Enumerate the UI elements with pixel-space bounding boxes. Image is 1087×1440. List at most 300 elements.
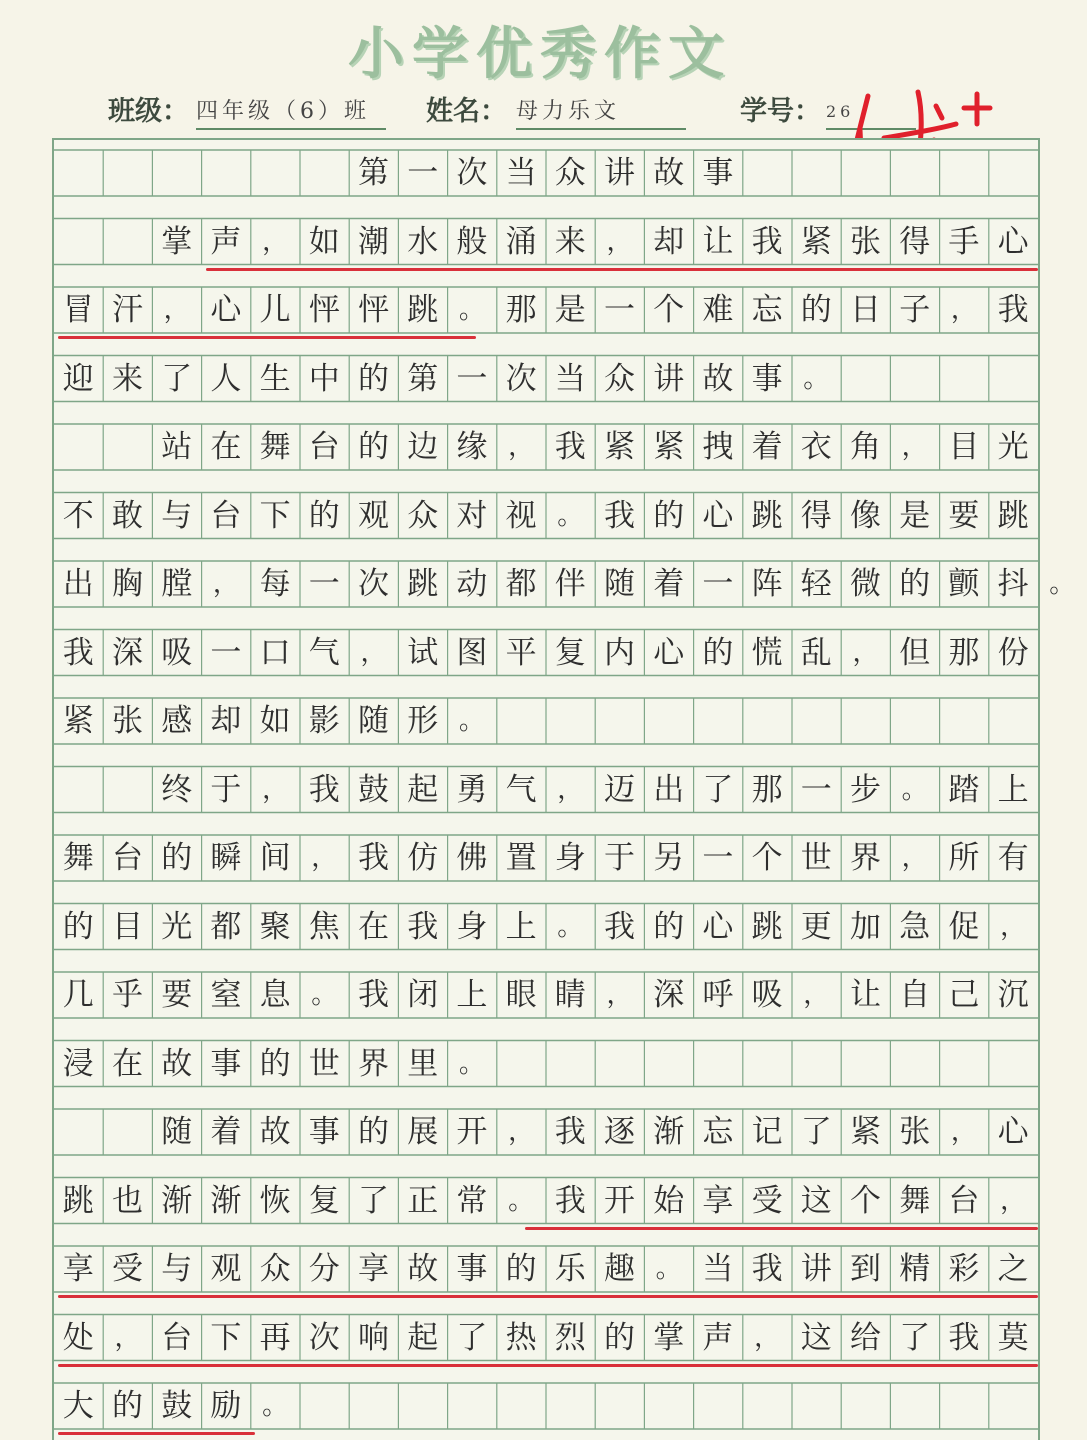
grid-char: 受 <box>111 1251 143 1287</box>
grid-char: 分 <box>308 1251 340 1287</box>
grid-char: 当 <box>505 155 537 191</box>
grid-char: 微 <box>849 566 881 602</box>
grid-char: 阵 <box>751 566 783 602</box>
grid-char: 涌 <box>505 223 537 260</box>
grid-char: 那 <box>505 292 537 328</box>
grid-char: 故 <box>161 1045 193 1082</box>
writing-sheet <box>52 138 1076 1440</box>
grid-char: 讲 <box>653 360 685 397</box>
essay-line <box>54 1315 1038 1361</box>
grid-char: 一 <box>702 566 734 602</box>
grid-char: 故 <box>653 155 685 191</box>
grid-char: 每 <box>259 566 291 602</box>
grid-char: ， <box>606 226 633 257</box>
grid-char: 。 <box>557 500 584 531</box>
grid-char: 观 <box>210 1251 242 1287</box>
grade-mark-text: 优+ <box>838 63 868 82</box>
grid-char: 一 <box>308 566 340 602</box>
essay-line <box>54 356 1038 402</box>
grid-char: ， <box>950 295 977 325</box>
essay-line <box>54 219 1038 265</box>
grid-char: 来 <box>111 360 143 397</box>
grid-char: 敢 <box>111 497 143 534</box>
grid-char: 鼓 <box>161 1388 193 1424</box>
grid-char: 里 <box>407 1045 439 1082</box>
essay-line <box>54 1246 1038 1292</box>
grid-char: 的 <box>899 566 931 602</box>
grid-char: 第 <box>357 155 389 191</box>
grid-char: 上 <box>505 908 537 945</box>
grid-char: 到 <box>849 1251 881 1287</box>
grid-char: 都 <box>210 908 242 945</box>
grid-char: 始 <box>653 1182 685 1219</box>
grid-char: 身 <box>554 840 586 876</box>
grid-char: 。 <box>901 774 928 805</box>
grid-char: 像 <box>849 497 881 534</box>
grid-char: 视 <box>505 497 537 534</box>
red-underline <box>58 1432 255 1435</box>
grid-char: 了 <box>899 1319 931 1356</box>
grid-char: 所 <box>948 840 980 876</box>
grid-char: 沉 <box>997 977 1029 1013</box>
essay-line <box>54 835 1038 881</box>
red-underline <box>58 1364 1038 1367</box>
grid-char: 我 <box>554 1182 586 1219</box>
grid-char: 渐 <box>653 1114 685 1150</box>
grid-char: 的 <box>653 497 685 534</box>
grid-char: 界 <box>849 840 881 876</box>
grid-char: 呼 <box>702 977 734 1013</box>
essay-line <box>54 1041 1038 1087</box>
grid-char: 展 <box>407 1114 439 1150</box>
grid-char: 感 <box>161 703 193 739</box>
grid-char: 次 <box>505 360 537 397</box>
grid-char: 一 <box>407 155 439 191</box>
grid-char: 站 <box>161 429 193 465</box>
grid-char: 了 <box>702 771 734 808</box>
grid-char: 自 <box>899 977 931 1013</box>
grid-char: 要 <box>161 977 193 1013</box>
grid-char: 图 <box>456 634 488 671</box>
grid-char: 故 <box>702 360 734 397</box>
grid-char: 观 <box>357 497 389 534</box>
grid-char: 紧 <box>603 429 635 465</box>
grid-char: 抖 <box>997 566 1029 602</box>
grid-char: 大 <box>62 1388 94 1424</box>
grid-char: 事 <box>702 155 734 191</box>
grid-char: 跳 <box>751 908 783 945</box>
grid-char: 跳 <box>751 497 783 534</box>
essay-line <box>54 972 1038 1018</box>
grid-char: 平 <box>505 634 537 671</box>
grid-char: 生 <box>259 360 291 397</box>
grid-char: 上 <box>456 977 488 1013</box>
grid-char: ， <box>557 774 584 805</box>
grid-char: 事 <box>751 360 783 397</box>
grid-char: 这 <box>800 1182 832 1219</box>
grid-char: 子 <box>899 292 931 328</box>
grid-char: 我 <box>603 908 635 945</box>
grid-char: ， <box>262 226 289 257</box>
grid-char: ， <box>360 637 387 668</box>
grid-char: 声 <box>702 1319 734 1356</box>
page-title: 小学优秀作文 <box>348 22 732 87</box>
grid-char: 趣 <box>603 1251 635 1287</box>
grid-char: 紧 <box>653 429 685 465</box>
essay-line <box>54 1178 1038 1224</box>
grid-char: ， <box>262 774 289 805</box>
grid-char: 。 <box>458 1048 485 1079</box>
grid-char: 讲 <box>800 1251 832 1287</box>
grid-char: 间 <box>259 840 291 876</box>
grid-char: 给 <box>849 1319 881 1356</box>
essay-line <box>54 493 1038 539</box>
grid-char: 复 <box>554 634 586 671</box>
grid-char: 掌 <box>653 1319 685 1356</box>
grid-char: 着 <box>210 1114 242 1150</box>
grid-char: 心 <box>210 292 242 328</box>
essay-line <box>54 630 1038 676</box>
grid-char: 踏 <box>948 771 980 808</box>
grid-char: 急 <box>899 908 931 945</box>
grid-char: 我 <box>751 223 783 260</box>
grid-char: 故 <box>259 1114 291 1150</box>
grid-char: 众 <box>407 497 439 534</box>
grid-char: 享 <box>357 1251 389 1287</box>
grid-char: 步 <box>849 771 881 808</box>
grid-char: 如 <box>259 703 291 739</box>
grid-char: 汗 <box>111 292 143 328</box>
grid-char: 复 <box>308 1182 340 1219</box>
grid-char: 吸 <box>751 977 783 1013</box>
grid-char: 台 <box>111 840 143 876</box>
grid-char: 的 <box>111 1388 143 1424</box>
grid-char: 彩 <box>948 1251 980 1287</box>
grid-char: 目 <box>948 429 980 465</box>
grid-char: 起 <box>407 771 439 808</box>
grid-char: 角 <box>849 429 881 465</box>
grid-char: 我 <box>407 908 439 945</box>
grid-char: 当 <box>702 1251 734 1287</box>
grid-char: 。 <box>458 295 485 325</box>
grid-char: 心 <box>702 908 734 945</box>
grid-char: 上 <box>997 771 1029 808</box>
grid-char: 的 <box>603 1319 635 1356</box>
grid-char: ， <box>311 843 338 873</box>
grid-char: ， <box>901 432 928 462</box>
grid-char: 影 <box>308 703 340 739</box>
grid-char: 勇 <box>456 771 488 808</box>
grid-char: 的 <box>653 908 685 945</box>
grid-char: 冒 <box>62 292 94 328</box>
grid-char: 迎 <box>62 360 94 397</box>
class-label: 班级： <box>108 96 189 127</box>
grid-char: 鼓 <box>357 771 389 808</box>
grid-char: 的 <box>505 1251 537 1287</box>
grid-char: 那 <box>751 771 783 808</box>
grid-char: 受 <box>751 1182 783 1219</box>
grid-char: 之 <box>997 1251 1029 1287</box>
grid-char: 台 <box>308 429 340 465</box>
grid-char: 瞬 <box>210 840 242 876</box>
grid-char: 要 <box>948 497 980 534</box>
essay-line <box>54 1383 1038 1429</box>
grid-char: ， <box>950 1117 977 1147</box>
grid-char: 世 <box>308 1045 340 1082</box>
grid-char: 忘 <box>751 292 783 328</box>
grid-char: 衣 <box>800 429 832 465</box>
grid-char: 是 <box>899 497 931 534</box>
grid-char: 潮 <box>357 223 389 260</box>
grid-char: 的 <box>308 497 340 534</box>
grid-char: 了 <box>456 1319 488 1356</box>
grid-char: 事 <box>308 1114 340 1150</box>
grid-char: 我 <box>554 429 586 465</box>
grid-char: 张 <box>111 703 143 739</box>
grid-char: 一 <box>603 292 635 328</box>
grid-char: 着 <box>653 566 685 602</box>
grid-char: 聚 <box>259 908 291 945</box>
grid-char: 缘 <box>456 429 488 465</box>
grid-char: 。 <box>311 980 338 1010</box>
grid-char: 再 <box>259 1319 291 1356</box>
grid-char: 轻 <box>800 566 832 602</box>
grid-char: 手 <box>948 223 980 260</box>
grid-char: 深 <box>111 634 143 671</box>
grid-char: 众 <box>259 1251 291 1287</box>
grid-char: 心 <box>997 223 1029 260</box>
grid-char: 着 <box>751 429 783 465</box>
grid-char: 张 <box>899 1114 931 1150</box>
grid-char: 享 <box>62 1251 94 1287</box>
grid-char: 膛 <box>161 566 193 602</box>
grid-char: 下 <box>210 1319 242 1356</box>
grid-char: 眼 <box>505 977 537 1013</box>
grid-char: 开 <box>603 1182 635 1219</box>
grid-char: ， <box>508 1117 535 1147</box>
grid-char: 舞 <box>259 429 291 465</box>
grid-char: 与 <box>161 1251 193 1287</box>
essay-line <box>54 904 1038 950</box>
grid-char: 伴 <box>554 566 586 602</box>
grid-char: 仿 <box>407 840 439 876</box>
grid-char: 掌 <box>161 223 193 260</box>
grid-char: 事 <box>456 1251 488 1287</box>
grid-char: 人 <box>210 360 242 397</box>
grid-char: 第 <box>407 360 439 397</box>
grid-char: 正 <box>407 1182 439 1219</box>
grid-char: 了 <box>161 360 193 397</box>
red-underline <box>58 1295 1038 1298</box>
grid-char: 不 <box>62 497 94 534</box>
grid-char: 张 <box>849 223 881 260</box>
grid-char: 跳 <box>997 497 1029 534</box>
id-value: 26 <box>826 92 916 130</box>
grid-char: 乎 <box>111 977 143 1013</box>
class-value: 四年级（6）班 <box>196 92 386 130</box>
grid-char: 在 <box>357 908 389 945</box>
grid-char: 气 <box>308 634 340 671</box>
grid-char: 于 <box>210 771 242 808</box>
grid-char: 在 <box>111 1045 143 1082</box>
grid-char: 处 <box>62 1319 94 1356</box>
grid-char: 在 <box>210 429 242 465</box>
grid-char: 乱 <box>800 634 832 671</box>
grid-char: 世 <box>800 840 832 876</box>
grid-char: 得 <box>899 223 931 260</box>
grid-char: 渐 <box>210 1182 242 1219</box>
grid-char: 难 <box>702 292 734 328</box>
grid-char: 息 <box>259 977 291 1013</box>
grid-char: 个 <box>849 1182 881 1219</box>
grid-char: 了 <box>357 1182 389 1219</box>
grid-char: 众 <box>554 155 586 191</box>
grid-char: 一 <box>456 360 488 397</box>
grid-char: 精 <box>899 1251 931 1287</box>
grid-char: ， <box>1000 1185 1027 1216</box>
grid-char: 怦 <box>308 292 340 328</box>
grid-char: 随 <box>161 1114 193 1150</box>
grid-char: 佛 <box>456 840 488 876</box>
grid-char: 迈 <box>603 771 635 808</box>
grid-char: 跳 <box>407 566 439 602</box>
grid-char: 的 <box>259 1045 291 1082</box>
grid-char: 台 <box>161 1319 193 1356</box>
grid-char: 我 <box>997 292 1029 328</box>
grid-char: 紧 <box>62 703 94 739</box>
grid-char: 界 <box>357 1045 389 1082</box>
grid-char: ， <box>163 295 190 325</box>
grid-char: ， <box>508 432 535 462</box>
grid-char: 却 <box>210 703 242 739</box>
grid-char: 。 <box>803 363 830 394</box>
grid-char: 。 <box>458 706 485 736</box>
grid-char: 。 <box>262 1391 289 1421</box>
essay-title-row <box>54 150 1038 196</box>
grid-char: 如 <box>308 223 340 260</box>
grid-char: 讲 <box>603 155 635 191</box>
grid-char: 随 <box>603 566 635 602</box>
grid-char: 中 <box>308 360 340 397</box>
grid-char: 却 <box>653 223 685 260</box>
grid-char: 出 <box>62 566 94 602</box>
grid-char: 动 <box>456 566 488 602</box>
grid-char: 众 <box>603 360 635 397</box>
grid-char: 励 <box>210 1388 242 1424</box>
grid-char: 我 <box>948 1319 980 1356</box>
grid-char: 记 <box>751 1114 783 1150</box>
grid-char: 的 <box>800 292 832 328</box>
grid-char: 烈 <box>554 1319 586 1356</box>
grid-char: 让 <box>849 977 881 1013</box>
grid-char: 。 <box>1049 569 1076 599</box>
grid-char: 次 <box>308 1319 340 1356</box>
grid-char: 声 <box>210 223 242 260</box>
grid-char: 水 <box>407 223 439 260</box>
grid-char: 形 <box>407 703 439 739</box>
grid-char: 睛 <box>554 977 586 1013</box>
grid-char: 次 <box>456 155 488 191</box>
name-label: 姓名： <box>426 96 507 127</box>
grid-char: 但 <box>899 634 931 671</box>
grid-char: 的 <box>357 360 389 397</box>
grid-char: 的 <box>357 1114 389 1150</box>
grid-char: 焦 <box>308 908 340 945</box>
grid-char: 更 <box>800 908 832 945</box>
grid-char: 于 <box>603 840 635 876</box>
grid-char: 有 <box>997 840 1029 876</box>
grid-char: 的 <box>357 429 389 465</box>
grid-char: 我 <box>357 977 389 1013</box>
grid-char: 目 <box>111 908 143 945</box>
grid-char: 莫 <box>997 1319 1029 1356</box>
grid-char: 台 <box>948 1182 980 1219</box>
grid-char: 恢 <box>259 1182 291 1219</box>
grid-char: 的 <box>702 634 734 671</box>
grid-char: 心 <box>653 634 685 671</box>
grid-char: 一 <box>800 771 832 808</box>
grid-char: 这 <box>800 1319 832 1356</box>
grid-char: 光 <box>997 429 1029 465</box>
grid-char: 口 <box>259 634 291 671</box>
grid-char: 的 <box>161 840 193 876</box>
grid-char: 另 <box>653 840 685 876</box>
grid-char: 身 <box>456 908 488 945</box>
grid-char: 我 <box>751 1251 783 1287</box>
grid-char: 起 <box>407 1319 439 1356</box>
grid-char: 个 <box>751 840 783 876</box>
grid-char: 渐 <box>161 1182 193 1219</box>
name-value: 母力乐文 <box>516 92 686 130</box>
grid-char: 我 <box>357 840 389 876</box>
grid-char: 台 <box>210 497 242 534</box>
essay-line <box>54 698 1038 744</box>
essay-line <box>54 1109 1038 1155</box>
grid-char: 逐 <box>603 1114 635 1150</box>
grid-char: 一 <box>702 840 734 876</box>
grid-char: 那 <box>948 634 980 671</box>
grid-char: 紧 <box>849 1114 881 1150</box>
grid-char: 边 <box>407 429 439 465</box>
grid-char: 心 <box>702 497 734 534</box>
grid-char: 试 <box>407 634 439 671</box>
grid-char: 心 <box>997 1114 1029 1150</box>
grid-char: 光 <box>161 908 193 945</box>
grid-char: 享 <box>702 1182 734 1219</box>
grid-char: ， <box>114 1322 141 1353</box>
grid-char: 置 <box>505 840 537 876</box>
grid-char: 日 <box>849 292 881 328</box>
grid-char: 事 <box>210 1045 242 1082</box>
grid-char: ， <box>606 980 633 1010</box>
essay-line <box>54 287 1038 333</box>
grid-char: 对 <box>456 497 488 534</box>
red-underline <box>525 1227 1038 1230</box>
grid-char: 内 <box>603 634 635 671</box>
grid-char: 气 <box>505 771 537 808</box>
grid-char: 忘 <box>702 1114 734 1150</box>
grid-char: ， <box>901 843 928 873</box>
grid-char: ， <box>212 569 239 599</box>
grid-char: 。 <box>655 1254 682 1284</box>
grid-char: 吸 <box>161 634 193 671</box>
grid-char: 我 <box>554 1114 586 1150</box>
grid-char: 闭 <box>407 977 439 1013</box>
grid-char: 加 <box>849 908 881 945</box>
grid-char: 。 <box>508 1185 535 1216</box>
grid-char: 得 <box>800 497 832 534</box>
grid-char: 促 <box>948 908 980 945</box>
